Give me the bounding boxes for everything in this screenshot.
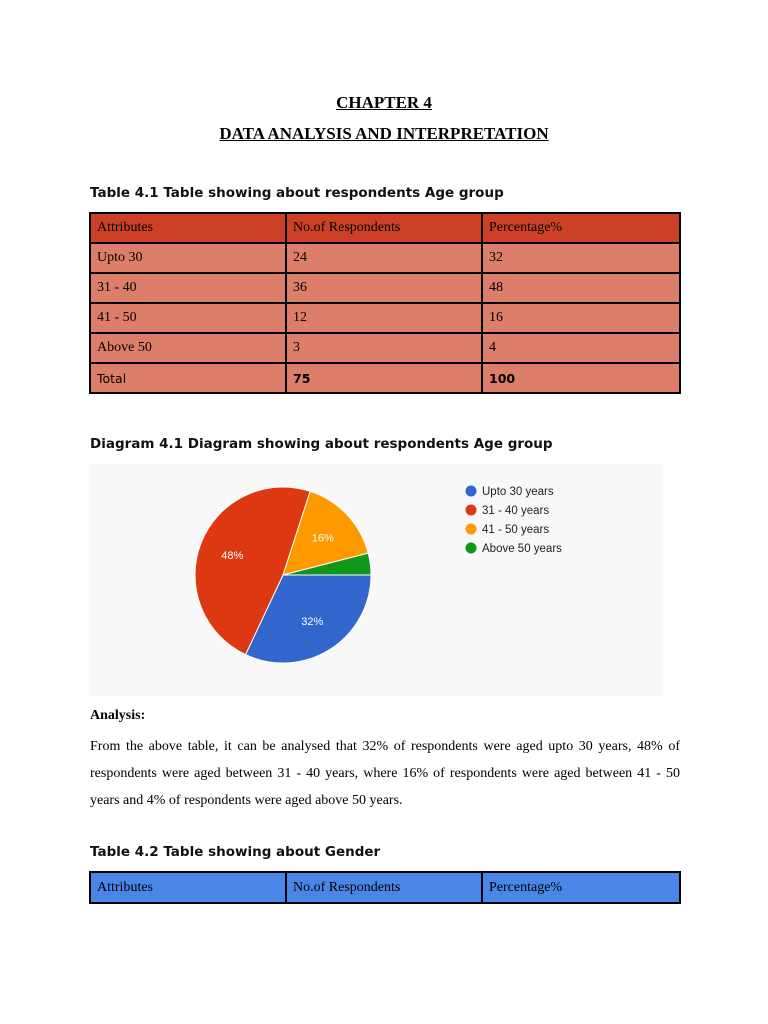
table-cell: 31 - 40 <box>90 273 286 303</box>
pie-slice-label: 16% <box>311 532 334 545</box>
header-cell: Percentage% <box>482 872 680 903</box>
table-cell: 32 <box>482 243 680 273</box>
table-1-caption: Table 4.1 Table showing about respondents Age group <box>90 185 504 201</box>
gender-table <box>89 871 681 904</box>
header-cell: No.of Respondents <box>286 213 482 243</box>
header-cell: No.of Respondents <box>286 872 482 903</box>
pie-slice-label: 32% <box>301 616 324 629</box>
table-row <box>90 333 680 363</box>
table-cell: Total <box>90 363 286 393</box>
legend-label: 41 - 50 years <box>482 524 550 536</box>
legend-marker <box>466 486 477 497</box>
analysis-heading: Analysis: <box>90 708 146 723</box>
pie-slice-label: 48% <box>221 549 244 562</box>
table-row <box>90 243 680 273</box>
chapter-subtitle: DATA ANALYSIS AND INTERPRETATION <box>219 124 549 143</box>
table-cell: 36 <box>286 273 482 303</box>
table-cell: 3 <box>286 333 482 363</box>
analysis-paragraph: From the above table, it can be analysed that 32% of respondents were aged upto 30 years, 48% of respondents were aged between 31 - 40 years, where 16% of respondents were aged between 41 - 50 years and 4% of respondents were aged above 50 years. <box>90 739 680 808</box>
table-cell: Above 50 <box>90 333 286 363</box>
chapter-title: CHAPTER 4 <box>336 93 432 112</box>
legend-label: Upto 30 years <box>482 486 554 498</box>
table-cell: 24 <box>286 243 482 273</box>
legend-marker <box>466 524 477 535</box>
legend-marker <box>466 543 477 554</box>
table-cell: 100 <box>482 363 680 393</box>
table-header-row <box>90 872 680 903</box>
header-cell: Attributes <box>90 872 286 903</box>
header-cell: Attributes <box>90 213 286 243</box>
table-cell: 48 <box>482 273 680 303</box>
table-row <box>90 273 680 303</box>
table-row <box>90 303 680 333</box>
legend-label: Above 50 years <box>482 543 562 555</box>
table-cell: 12 <box>286 303 482 333</box>
table-cell: 75 <box>286 363 482 393</box>
diagram-1-caption: Diagram 4.1 Diagram showing about respondents Age group <box>90 436 553 452</box>
table-total-row <box>90 363 680 393</box>
legend-label: 31 - 40 years <box>482 505 550 517</box>
pie-chart-svg <box>89 464 663 696</box>
table-cell: Upto 30 <box>90 243 286 273</box>
header-cell: Percentage% <box>482 213 680 243</box>
age-group-table <box>89 212 681 394</box>
age-group-pie-chart <box>89 464 663 696</box>
table-cell: 16 <box>482 303 680 333</box>
table-cell: 4 <box>482 333 680 363</box>
table-2-caption: Table 4.2 Table showing about Gender <box>90 844 381 860</box>
legend-marker <box>466 505 477 516</box>
table-cell: 41 - 50 <box>90 303 286 333</box>
table-header-row <box>90 213 680 243</box>
